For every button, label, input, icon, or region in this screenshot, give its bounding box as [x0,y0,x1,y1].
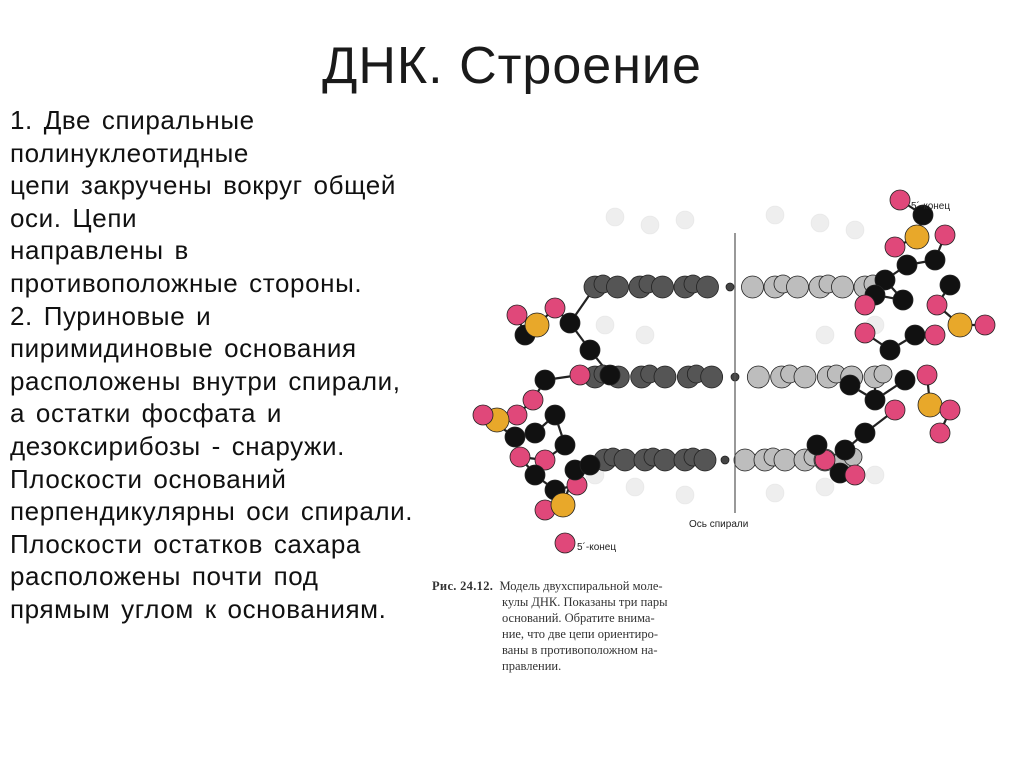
carbon-atom [880,340,900,360]
body-line: дезоксирибозы - снаружи. [10,430,345,461]
base-atom [607,276,629,298]
background-atom [766,484,784,502]
carbon-atom [855,423,875,443]
carbon-atom [535,370,555,390]
base-atom [742,276,764,298]
background-atom [626,478,644,496]
oxygen-atom [510,447,530,467]
caption-label: Рис. 24.12. [432,579,494,593]
carbon-atom [940,275,960,295]
base-atom [734,449,756,471]
carbon-atom [897,255,917,275]
dna-model-figure [445,175,1020,565]
background-atom [636,326,654,344]
base-atom [694,449,716,471]
caption-line: оснований. Обратите внима- [502,611,655,625]
carbon-atom [835,440,855,460]
carbon-atom [925,250,945,270]
carbon-atom [560,313,580,333]
oxygen-atom [473,405,493,425]
oxygen-atom [925,325,945,345]
slide-title: ДНК. Строение [322,37,702,95]
carbon-atom [905,325,925,345]
oxygen-atom [885,400,905,420]
body-line: перпендикулярны оси спирали. [10,496,414,527]
base-atom [654,449,676,471]
oxygen-atom [855,323,875,343]
background-atom [676,486,694,504]
body-line: направлены в [10,235,189,266]
body-text [10,104,500,626]
oxygen-atom [917,365,937,385]
carbon-atom [555,435,575,455]
oxygen-atom [930,423,950,443]
oxygen-atom [890,190,910,210]
base-atom [874,365,892,383]
phosphorus-atom [551,493,575,517]
background-atom [816,326,834,344]
oxygen-atom [845,465,865,485]
base-atom [654,366,676,388]
oxygen-atom [975,315,995,335]
base-atom [832,276,854,298]
caption-line: ваны в противоположном на- [502,643,658,657]
carbon-atom [840,375,860,395]
base-atom [614,449,636,471]
carbon-atom [807,435,827,455]
background-atom [606,208,624,226]
carbon-atom [505,427,525,447]
carbon-atom [600,365,620,385]
base-atom [787,276,809,298]
carbon-atom [580,340,600,360]
base-atom [747,366,769,388]
figure-caption [432,578,742,674]
base-atom [774,449,796,471]
carbon-atom [525,465,545,485]
oxygen-atom [927,295,947,315]
caption-line: ние, что две цепи ориентиро- [502,627,658,641]
background-atom [816,478,834,496]
carbon-atom [580,455,600,475]
label-top-5-end: 5´-конец [911,201,951,212]
body-line: оси. Цепи [10,202,138,233]
oxygen-atom [507,305,527,325]
base-atom [697,276,719,298]
caption-first-line [432,578,742,594]
carbon-atom [525,423,545,443]
oxygen-atom [545,298,565,318]
label-helix-axis: Ось спирали [689,519,749,530]
background-atom [676,211,694,229]
oxygen-atom [855,295,875,315]
base-atom [701,366,723,388]
body-line: расположены почти под [10,561,319,592]
body-line: расположены внутри спирали, [10,365,401,396]
oxygen-atom [885,237,905,257]
oxygen-atom [555,533,575,553]
carbon-atom [865,390,885,410]
background-atom [641,216,659,234]
body-line: Плоскости оснований [10,463,287,494]
body-line: полинуклеотидные [10,137,249,168]
oxygen-atom [523,390,543,410]
caption-line: кулы ДНК. Показаны три пары [502,595,668,609]
body-line: 2. Пуриновые и [10,300,212,331]
body-line: прямым углом к основаниям. [10,593,387,624]
body-line: Плоскости остатков сахара [10,528,361,559]
atoms [473,190,995,553]
oxygen-atom [570,365,590,385]
oxygen-atom [507,405,527,425]
caption-line: правлении. [502,659,562,673]
base-atom [652,276,674,298]
dna-model-illustration [445,175,1020,565]
body-line: противоположные стороны. [10,267,363,298]
carbon-atom [895,370,915,390]
body-line: цепи закручены вокруг общей [10,170,396,201]
background-atom [766,206,784,224]
oxygen-atom [935,225,955,245]
phosphorus-atom [918,393,942,417]
background-atom [846,221,864,239]
base-pair-link [721,456,729,464]
background-atom [596,316,614,334]
background-atom [866,466,884,484]
oxygen-atom [940,400,960,420]
caption-line: Модель двухспиральной моле- [499,579,663,593]
phosphorus-atom [948,313,972,337]
phosphorus-atom [905,225,929,249]
base-pair-link [726,283,734,291]
carbon-atom [893,290,913,310]
body-line: 1. Две спиральные [10,105,255,135]
base-atom [794,366,816,388]
background-atom [811,214,829,232]
label-bottom-5-end: 5´-конец [577,542,617,553]
carbon-atom [545,405,565,425]
phosphorus-atom [525,313,549,337]
body-line: пиримидиновые основания [10,333,357,364]
body-line: а остатки фосфата и [10,398,283,429]
